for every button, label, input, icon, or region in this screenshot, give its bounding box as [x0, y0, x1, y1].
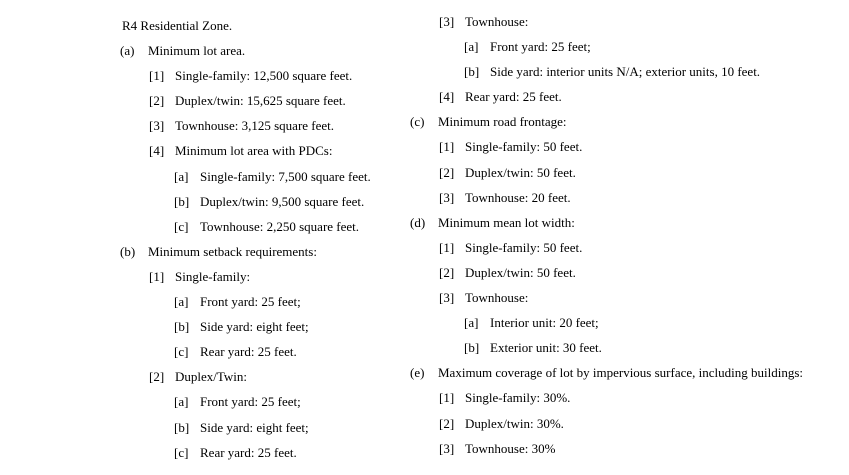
line-text: Exterior unit: 30 feet.: [490, 340, 602, 356]
document-column-right: [410, 9, 849, 461]
document-line: [410, 260, 849, 285]
document-line: [410, 285, 849, 310]
line-text: Front yard: 25 feet;: [200, 394, 301, 410]
line-marker: [3]: [439, 14, 455, 29]
line-marker: [3]: [149, 118, 165, 134]
line-marker: [1]: [149, 68, 165, 84]
document-line: [410, 84, 849, 109]
line-marker: [2]: [439, 164, 455, 180]
document-line: [410, 59, 849, 84]
line-text: Duplex/Twin:: [175, 369, 248, 385]
line-marker: [3]: [439, 440, 455, 456]
line-marker: (c): [410, 114, 425, 130]
line-marker: [b]: [174, 319, 190, 335]
document-line: [410, 385, 849, 410]
document-line: [410, 109, 849, 134]
line-text: Townhouse: 20 feet.: [465, 189, 571, 205]
line-marker: [2]: [439, 415, 455, 431]
document-line: [410, 134, 849, 159]
document-line: [410, 9, 849, 34]
line-text: Duplex/twin: 30%.: [465, 415, 564, 431]
line-marker: (a): [120, 43, 135, 59]
line-text: Minimum setback requirements:: [148, 243, 317, 259]
line-marker: [a]: [174, 294, 189, 310]
line-marker: (d): [410, 214, 426, 230]
document-title: [120, 13, 445, 38]
line-text: Duplex/twin: 50 feet.: [465, 264, 576, 280]
line-marker: [1]: [439, 239, 455, 255]
document-line: [120, 289, 445, 314]
document-line: [120, 63, 445, 88]
document-line: [120, 38, 445, 63]
line-marker: [1]: [439, 139, 455, 155]
line-text: Duplex/twin: 50 feet.: [465, 164, 576, 180]
document-line: [120, 364, 445, 389]
line-text: Duplex/twin: 15,625 square feet.: [175, 93, 346, 109]
line-marker: [1]: [149, 268, 165, 284]
line-text: Front yard: 25 feet;: [200, 294, 301, 310]
document-line: [120, 415, 445, 440]
line-text: Single-family:: [175, 268, 251, 284]
line-marker: (e): [410, 365, 425, 381]
document-line: [120, 264, 445, 289]
line-text: Townhouse: 30%: [465, 440, 556, 456]
line-text: Rear yard: 25 feet.: [200, 344, 297, 360]
line-marker: [a]: [464, 39, 479, 55]
document-line: [120, 214, 445, 239]
line-text: Interior unit: 20 feet;: [490, 315, 599, 331]
line-text: Single-family: 12,500 square feet.: [175, 68, 353, 84]
line-marker: [1]: [439, 390, 455, 406]
line-text: Single-family: 7,500 square feet.: [200, 168, 371, 184]
document-line: [410, 160, 849, 185]
document-line: [120, 88, 445, 113]
line-text: Townhouse:: [465, 290, 529, 306]
line-marker: [b]: [464, 340, 480, 356]
line-text: Townhouse: 2,250 square feet.: [200, 218, 360, 234]
line-text: Front yard: 25 feet;: [490, 39, 591, 55]
line-text: Minimum mean lot width:: [438, 214, 575, 230]
line-text: Side yard: eight feet;: [200, 419, 309, 435]
document-line: [120, 113, 445, 138]
line-marker: [4]: [149, 143, 165, 159]
line-marker: [2]: [149, 369, 165, 385]
line-marker: [b]: [174, 419, 190, 435]
line-marker: [c]: [174, 218, 189, 234]
line-text: Minimum road frontage:: [438, 114, 567, 130]
document-line: [120, 389, 445, 414]
line-text: Single-family: 30%.: [465, 390, 571, 406]
document-line: [410, 310, 849, 335]
document-line: [120, 189, 445, 214]
line-marker: [b]: [464, 64, 480, 80]
line-text: Rear yard: 25 feet.: [200, 444, 297, 460]
line-marker: [3]: [439, 189, 455, 205]
line-marker: [2]: [149, 93, 165, 109]
document-column-left: [120, 13, 445, 465]
line-marker: [2]: [439, 264, 455, 280]
line-text: Rear yard: 25 feet.: [465, 89, 562, 105]
line-marker: [b]: [174, 193, 190, 209]
line-marker: [3]: [439, 290, 455, 306]
document-line: [410, 411, 849, 436]
document-line: [120, 440, 445, 465]
line-text: Minimum lot area.: [148, 43, 246, 59]
line-marker: [4]: [439, 89, 455, 105]
line-marker: [c]: [174, 444, 189, 460]
document-line: [410, 360, 849, 385]
document-line: [410, 436, 849, 461]
line-marker: [c]: [174, 344, 189, 360]
document-line: [120, 164, 445, 189]
line-text: Duplex/twin: 9,500 square feet.: [200, 193, 365, 209]
line-marker: [a]: [464, 315, 479, 331]
line-text: Side yard: interior units N/A; exterior units, 10 feet.: [490, 64, 761, 80]
line-marker: [a]: [174, 394, 189, 410]
line-marker: [a]: [174, 168, 189, 184]
document-line: [410, 335, 849, 360]
line-marker: (b): [120, 243, 136, 259]
line-text: Side yard: eight feet;: [200, 319, 309, 335]
document-line: [120, 239, 445, 264]
document-line: [410, 210, 849, 235]
document-line: [120, 339, 445, 364]
line-text: Townhouse: 3,125 square feet.: [175, 118, 335, 134]
document-line: [410, 185, 849, 210]
line-text: Maximum coverage of lot by impervious surface, including buildings:: [438, 365, 804, 381]
document-line: [410, 34, 849, 59]
document-line: [410, 235, 849, 260]
line-text: Single-family: 50 feet.: [465, 239, 583, 255]
line-text: Minimum lot area with PDCs:: [175, 143, 333, 159]
line-text: Single-family: 50 feet.: [465, 139, 583, 155]
document-line: [120, 138, 445, 163]
document-line: [120, 314, 445, 339]
line-text: R4 Residential Zone.: [122, 18, 233, 33]
line-text: Townhouse:: [465, 14, 529, 29]
